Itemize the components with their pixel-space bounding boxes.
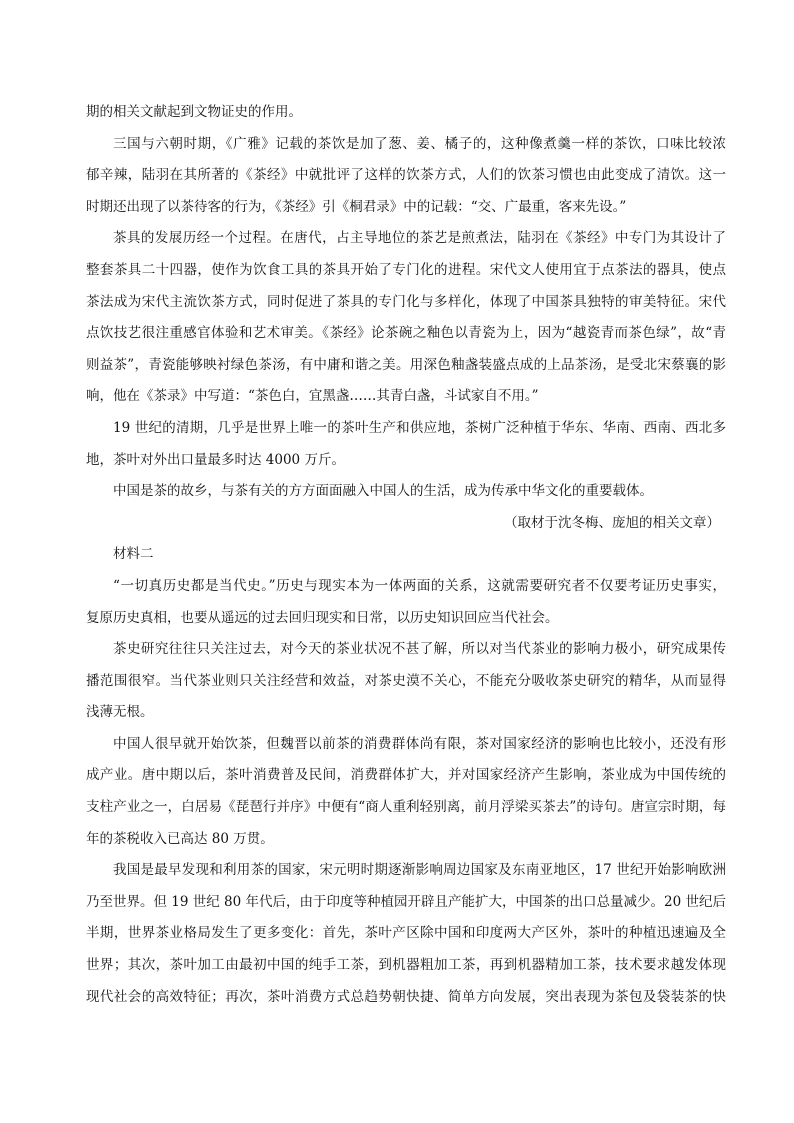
text-line: 中国是茶的故乡，与茶有关的方方面面融入中国人的生活，成为传承中华文化的重要载体。 bbox=[113, 483, 653, 500]
text-line: 茶法成为宋代主流饮茶方式，同时促进了茶具的专门化与多样化，体现了中国茶具独特的审美特征。宋代 bbox=[86, 293, 726, 310]
text-line: 世界；其次，茶叶加工由最初中国的纯手工茶，到机器粗加工茶，再到机器精加工茶，技术要求越发体现 bbox=[86, 957, 726, 974]
paragraph bbox=[86, 97, 726, 129]
text-line: 三国与六朝时期，《广雅》记载的茶饮是加了葱、姜、橘子的，这种像煮羹一样的茶饮，口味比较浓 bbox=[113, 135, 726, 152]
paragraph bbox=[86, 571, 726, 634]
text-line: 茶史研究往往只关注过去，对今天的茶业状况不甚了解，所以对当代茶业的影响力极小，研究成果传 bbox=[113, 641, 726, 658]
text-line: 中国人很早就开始饮茶，但魏晋以前茶的消费群体尚有限，茶对国家经济的影响也比较小，还没有形 bbox=[113, 735, 726, 752]
document-body bbox=[86, 97, 726, 1013]
paragraph bbox=[86, 223, 726, 413]
text-line: 整套茶具二十四器，使作为饮食工具的茶具开始了专门化的进程。宋代文人使用宜于点茶法的器具，使点 bbox=[86, 261, 726, 278]
paragraph bbox=[86, 476, 726, 508]
paragraph bbox=[86, 634, 726, 729]
text-line: 郁辛辣，陆羽在其所著的《茶经》中就批评了这样的饮茶方式，人们的饮茶习惯也由此变成了清饮。这一 bbox=[86, 167, 726, 184]
text-line: 期的相关文献起到文物证史的作用。 bbox=[86, 104, 302, 120]
text-line: （取材于沈冬梅、庞旭的相关文章） bbox=[504, 514, 720, 531]
text-line: 播范围很窄。当代茶业则只关注经营和效益，对茶史漠不关心，不能充分吸收茶史研究的精华，从而显得 bbox=[86, 672, 726, 689]
text-line: 点饮技艺很注重感官体验和艺术审美。《茶经》论茶碗之釉色以青瓷为上，因为“越瓷青而茶色绿”，故“青 bbox=[86, 325, 726, 342]
text-line: 我国是最早发现和利用茶的国家，宋元明时期逐渐影响周边国家及东南亚地区，17 世纪开始影响欧洲 bbox=[113, 862, 726, 879]
text-line: 浅薄无根。 bbox=[86, 704, 154, 721]
paragraph bbox=[86, 129, 726, 224]
text-line: 年的茶税收入已高达 80 万贯。 bbox=[86, 830, 274, 847]
text-line: 茶具的发展历经一个过程。在唐代，占主导地位的茶艺是煎煮法，陆羽在《茶经》中专门为其设计了 bbox=[113, 230, 726, 247]
text-line: 半期，世界茶业格局发生了更多变化：首先，茶叶产区除中国和印度两大产区外，茶叶的种植迅速遍及全 bbox=[86, 925, 726, 942]
text-line: 19 世纪的清期，几乎是世界上唯一的茶叶生产和供应地，茶树广泛种植于华东、华南、西南、西北多 bbox=[113, 419, 726, 436]
text-line: 支柱产业之一，白居易《琵琶行并序》中便有“商人重利轻别离，前月浮梁买茶去”的诗句。唐宣宗时期，每 bbox=[86, 799, 726, 816]
text-line: “一切真历史都是当代史。”历史与现实本为一体两面的关系，这就需要研究者不仅要考证历史事实， bbox=[113, 577, 726, 594]
paragraph bbox=[86, 729, 726, 855]
section-heading bbox=[86, 539, 726, 571]
text-line: 乃至世界。但 19 世纪 80 年代后，由于印度等种植园开辟且产能扩大，中国茶的出口总量减少。20 世纪后 bbox=[86, 893, 726, 910]
text-line: 复原历史真相，也要从遥远的过去回归现实和日常，以历史知识回应当代社会。 bbox=[86, 609, 559, 626]
text-line: 材料二 bbox=[113, 546, 154, 563]
text-line: 现代社会的高效特征；再次，茶叶消费方式总趋势朝快捷、简单方向发展，突出表现为茶包及袋装茶的快 bbox=[86, 988, 726, 1005]
text-line: 成产业。唐中期以后，茶叶消费普及民间，消费群体扩大，并对国家经济产生影响，茶业成为中国传统的 bbox=[86, 767, 726, 784]
source-note bbox=[86, 508, 726, 540]
paragraph bbox=[86, 855, 726, 1013]
text-line: 时期还出现了以茶待客的行为，《茶经》引《桐君录》中的记载：“交、广最重，客来先设。” bbox=[86, 198, 627, 215]
text-line: 则益茶”，青瓷能够映衬绿色茶汤，有中庸和谐之美。用深色釉盏装盛点成的上品茶汤，是受北宋蔡襄的影 bbox=[86, 356, 726, 373]
text-line: 响，他在《茶录》中写道：“茶色白，宜黑盏……其青白盏，斗试家自不用。” bbox=[86, 388, 539, 405]
paragraph bbox=[86, 413, 726, 476]
text-line: 地，茶叶对外出口量最多时达 4000 万斤。 bbox=[86, 451, 345, 468]
